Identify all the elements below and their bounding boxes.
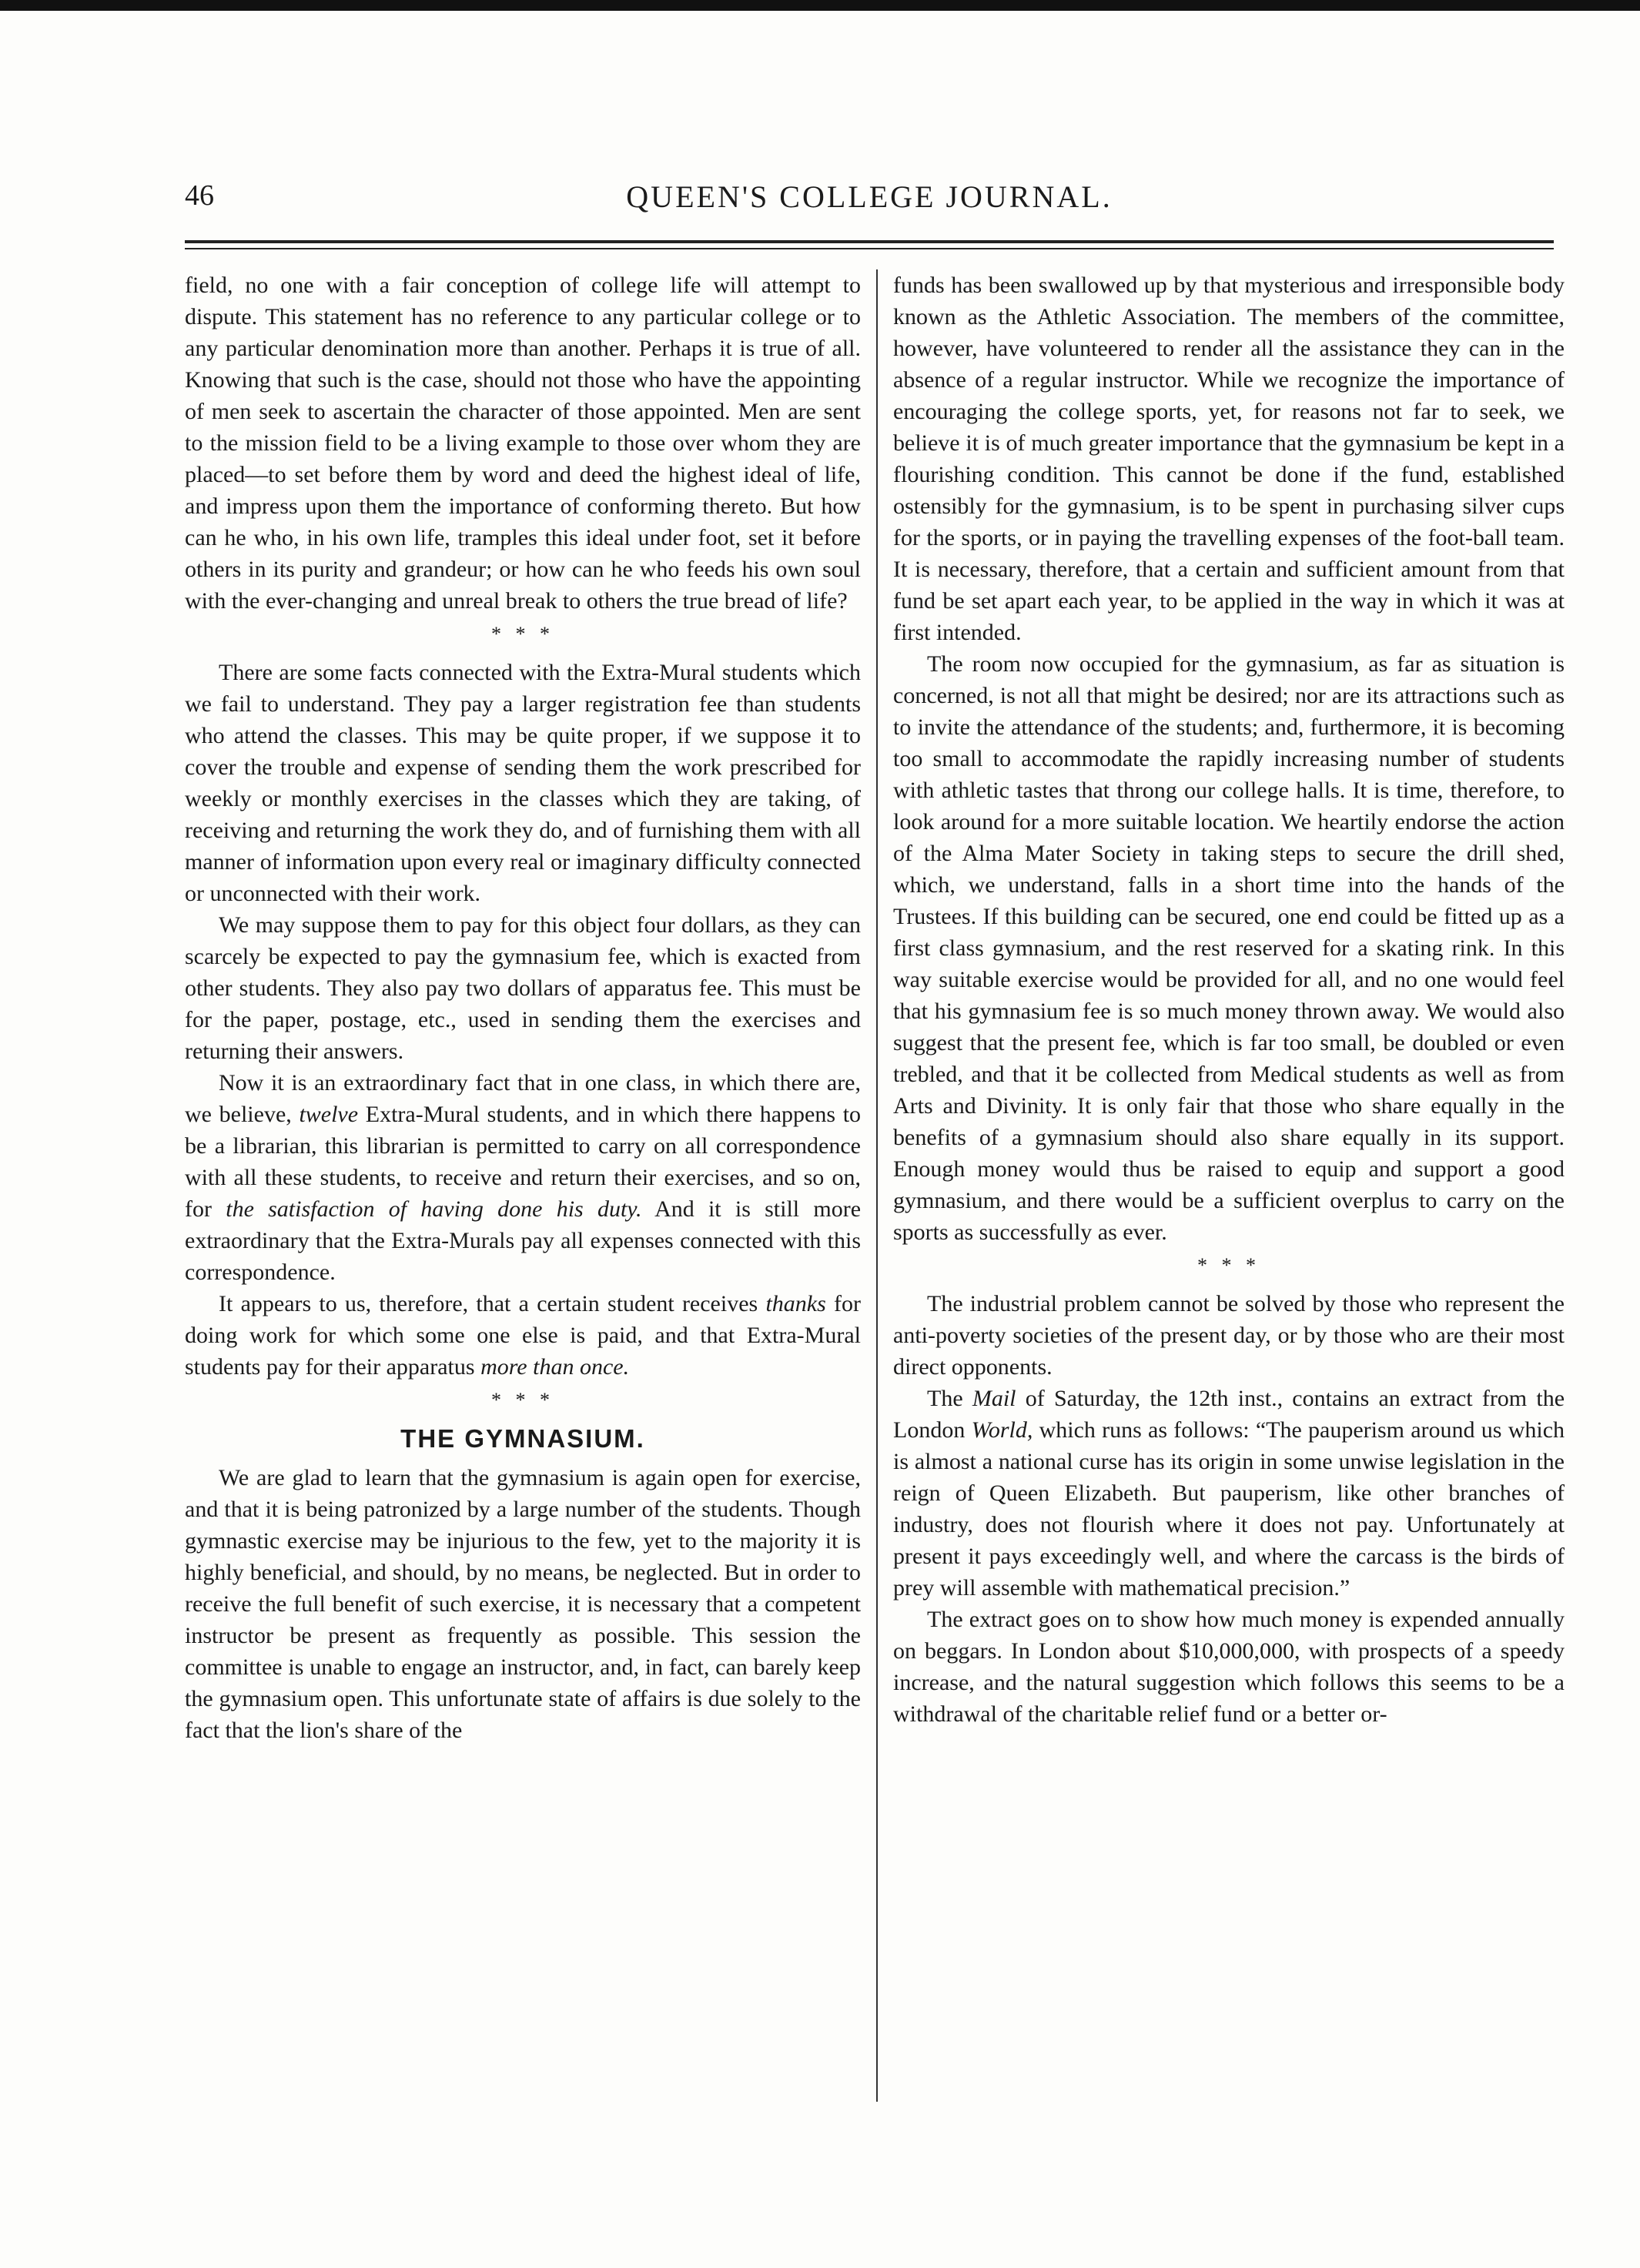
journal-title: QUEEN'S COLLEGE JOURNAL. <box>626 179 1113 214</box>
paragraph: It appears to us, therefore, that a certain student receives thanks for doing work for which some one else is paid, and that Extra-Mural students pay for their apparatus more than once. <box>185 1291 862 1380</box>
paragraph: The room now occupied for the gymnasium, as far as situation is concerned, is not all that might be desired; nor are its attractions such as to invite the attendance of the students; and, furthermore, it is becoming too small to accommodate the rapidly increasing number of students with athletic tastes that throng our college halls. It is time, therefore, to look around for a more suitable location. We heartily endorse the action of the Alma Mater Society in taking steps to secure the drill shed, which, we understand, falls in a short time into the hands of the Trustees. If this building can be secured, one end could be fitted up as a first class gymnasium, and the rest reserved for a skating rink. In this way suitable exercise would be provided for all, and no one would feel that his gymnasium fee is so much money thrown away. We would also suggest that the present fee, which is far too small, be doubled or even trebled, and that it be collected from Medical students as well as from Arts and Divinity. It is only fair that those who share equally in the benefits of a gymnasium should also share equally in its support. Enough money would thus be raised to equip and support a good gymnasium, and there would be a sufficient overplus to carry on the sports as successfully as ever. <box>893 651 1565 1245</box>
paragraph: We may suppose them to pay for this object four dollars, as they can scarcely be expected to pay the gymnasium fee, which is exacted from other students. They also pay two dollars of apparatus fee. This must be for the paper, postage, etc., used in sending them the exercises and returning their answers. <box>185 912 861 1064</box>
column-divider <box>876 269 878 2102</box>
top-border-rule <box>0 0 1640 11</box>
left-column <box>185 269 861 1746</box>
paragraph: The industrial problem cannot be solved by those who represent the anti-poverty societies of the present day, or by those who are their most direct opponents. <box>893 1291 1565 1380</box>
section-separator: * * * <box>491 1389 554 1411</box>
right-column <box>893 269 1565 1730</box>
paragraph: We are glad to learn that the gymnasium is again open for exercise, and that it is being patronized by a large number of the students. Though gymnastic exercise may be injurious to the few, yet to the majority it is highly beneficial, and should, by no means, be neglected. But in order to receive the full benefit of such exercise, it is necessary that a competent instructor be present as frequently as possible. This session the committee is unable to engage an instructor, and, in fact, can barely keep the gymnasium open. This unfortunate state of affairs is due solely to the fact that the lion's share of the <box>185 1465 861 1743</box>
section-separator: * * * <box>1197 1254 1260 1276</box>
page-header <box>185 179 1554 225</box>
paragraph: field, no one with a fair conception of college life will attempt to dispute. This statement has no reference to any particular college or to any particular denomination more than another. Perhaps it is true of all. Knowing that such is the case, should not those who have the appointing of men seek to ascertain the character of those appointed. Men are sent to the mission field to be a living example to those over whom they are placed—to set before them by word and deed the highest ideal of life, and impress upon them the importance of conforming thereto. But how can he who, in his own life, tramples this ideal under foot, set it before others in its purity and grandeur; or how can he who feeds his own soul with the ever-changing and unreal break to others the true bread of life? <box>185 273 861 614</box>
paragraph: funds has been swallowed up by that mysterious and irresponsible body known as the Athletic Association. The members of the committee, however, have volunteered to render all the assistance they can in the absence of a regular instructor. While we recognize the importance of encouraging the college sports, yet, for reasons not far to seek, we believe it is of much greater importance that the gymnasium be kept in a flourishing condition. This cannot be done if the fund, established ostensibly for the gymnasium, is to be spent in purchasing silver cups for the sports, or in paying the travelling expenses of the foot-ball team. It is necessary, therefore, that a certain and sufficient amount from that fund be set apart each year, to be applied in the way in which it was at first intended. <box>893 273 1565 645</box>
page-number: 46 <box>185 179 214 212</box>
header-rule-thin <box>185 248 1554 249</box>
paragraph: The extract goes on to show how much money is expended annually on beggars. In London about $10,000,000, with prospects of a speedy increase, and the natural suggestion which follows this seems to be a withdrawal of the charitable relief fund or a better or- <box>893 1607 1565 1727</box>
section-separator: * * * <box>491 623 554 645</box>
paragraph: There are some facts connected with the Extra-Mural students which we fail to understand. They pay a larger registration fee than students who attend the classes. This may be quite proper, if we suppose it to cover the trouble and expense of sending them the work prescribed for weekly or monthly exercises in the classes which they are taking, of receiving and returning the work they do, and of furnishing them with all manner of information upon every real or imaginary difficulty connected or unconnected with their work. <box>185 660 861 906</box>
paragraph: The Mail of Saturday, the 12th inst., contains an extract from the London World, which runs as follows: “The pauperism around us which is almost a national curse has its origin in some unwise legislation in the reign of Queen Elizabeth. But pauperism, like other branches of industry, does not flourish where it does not pay. Unfortunately at present it pays exceedingly well, and where the carcass is the birds of prey will assemble with mathematical precision.” <box>893 1386 1565 1601</box>
header-rule-thick <box>185 240 1554 243</box>
paragraph: Now it is an extraordinary fact that in one class, in which there are, we believe, twelve Extra-Mural students, and in which there happens to be a librarian, this librarian is permitted to carry on all correspondence with all these students, to receive and return their exercises, and so on, for the satisfaction of having done his duty. And it is still more extraordinary that the Extra-Murals pay all expenses connected with this correspondence. <box>185 1070 862 1285</box>
section-heading: THE GYMNASIUM. <box>400 1424 645 1453</box>
